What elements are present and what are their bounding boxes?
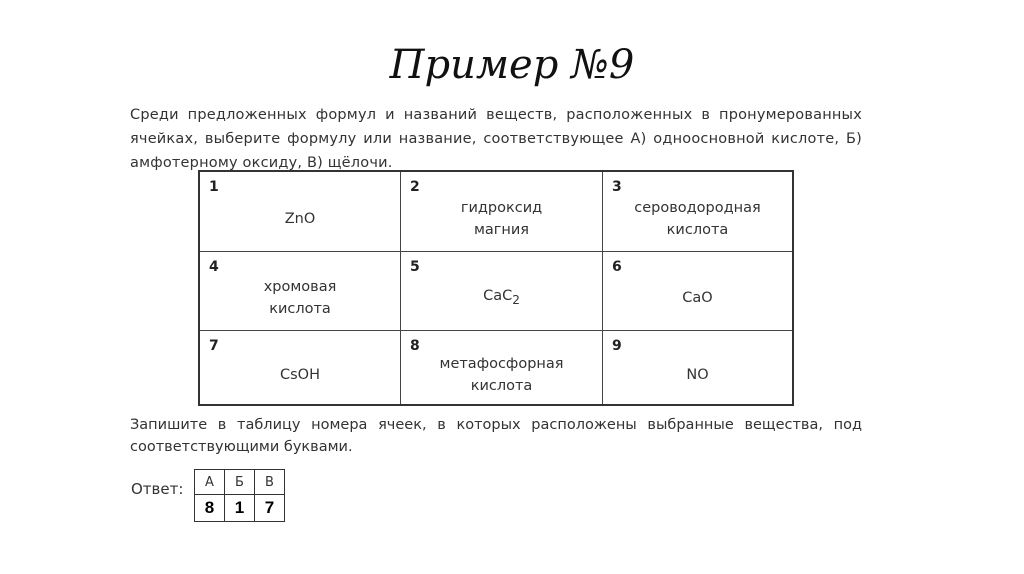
cell-substance: сероводородная кислота (634, 199, 761, 238)
cell-substance: CsOH (280, 366, 320, 383)
cell-number: 6 (612, 259, 622, 275)
grid-cell-9 (603, 331, 792, 404)
grid-cell-3 (603, 172, 792, 252)
answer-header-row (195, 470, 285, 495)
cell-number: 4 (209, 259, 219, 275)
answer-table (194, 469, 285, 522)
cell-substance: CaO (682, 290, 713, 306)
cell-number: 8 (410, 338, 420, 354)
cell-substance: гидроксид магния (460, 199, 543, 238)
grid-cell-6 (603, 252, 792, 331)
answer-header-v: В (255, 470, 285, 495)
formula-subscript: 2 (512, 292, 520, 307)
answer-value-b[interactable]: 1 (225, 495, 255, 522)
answer-value-v[interactable]: 7 (255, 495, 285, 522)
cell-substance (483, 285, 520, 311)
cell-number: 5 (410, 259, 420, 275)
answer-header-a: А (195, 470, 225, 495)
cell-number: 7 (209, 338, 219, 354)
grid-cell-5 (401, 252, 603, 331)
answer-value-row (195, 495, 285, 522)
answer-value-a[interactable]: 8 (195, 495, 225, 522)
grid-cell-4 (200, 252, 401, 331)
cell-substance: NO (686, 366, 709, 383)
answer-header-b: Б (225, 470, 255, 495)
cell-number: 2 (410, 179, 420, 195)
instruction-text: Запишите в таблицу номера ячеек, в которых расположены выбранные вещества, под соответствующими буквами. (130, 417, 862, 455)
formula-main: CaC (483, 288, 513, 305)
cell-substance: ZnO (284, 210, 316, 227)
grid-cell-1 (200, 172, 401, 252)
cell-number: 3 (612, 179, 622, 195)
cell-number: 1 (209, 179, 219, 195)
grid-cell-7 (200, 331, 401, 404)
slide-title: Пример №9 (389, 42, 635, 88)
grid-cell-8 (401, 331, 603, 404)
grid-cell-2 (401, 172, 603, 252)
task-text: Среди предложенных формул и названий веществ, расположенных в пронумерованных ячейках, выберите формулу или название, соответствующее А) одноосновной кислоте, Б) амфотерному оксиду, В) щёлочи. (130, 107, 862, 171)
substances-grid (198, 170, 794, 406)
answer-label: Ответ: (131, 480, 184, 498)
cell-substance: хромовая кислота (263, 279, 337, 317)
cell-substance: метафосфорная кислота (439, 355, 564, 394)
cell-number: 9 (612, 338, 622, 354)
